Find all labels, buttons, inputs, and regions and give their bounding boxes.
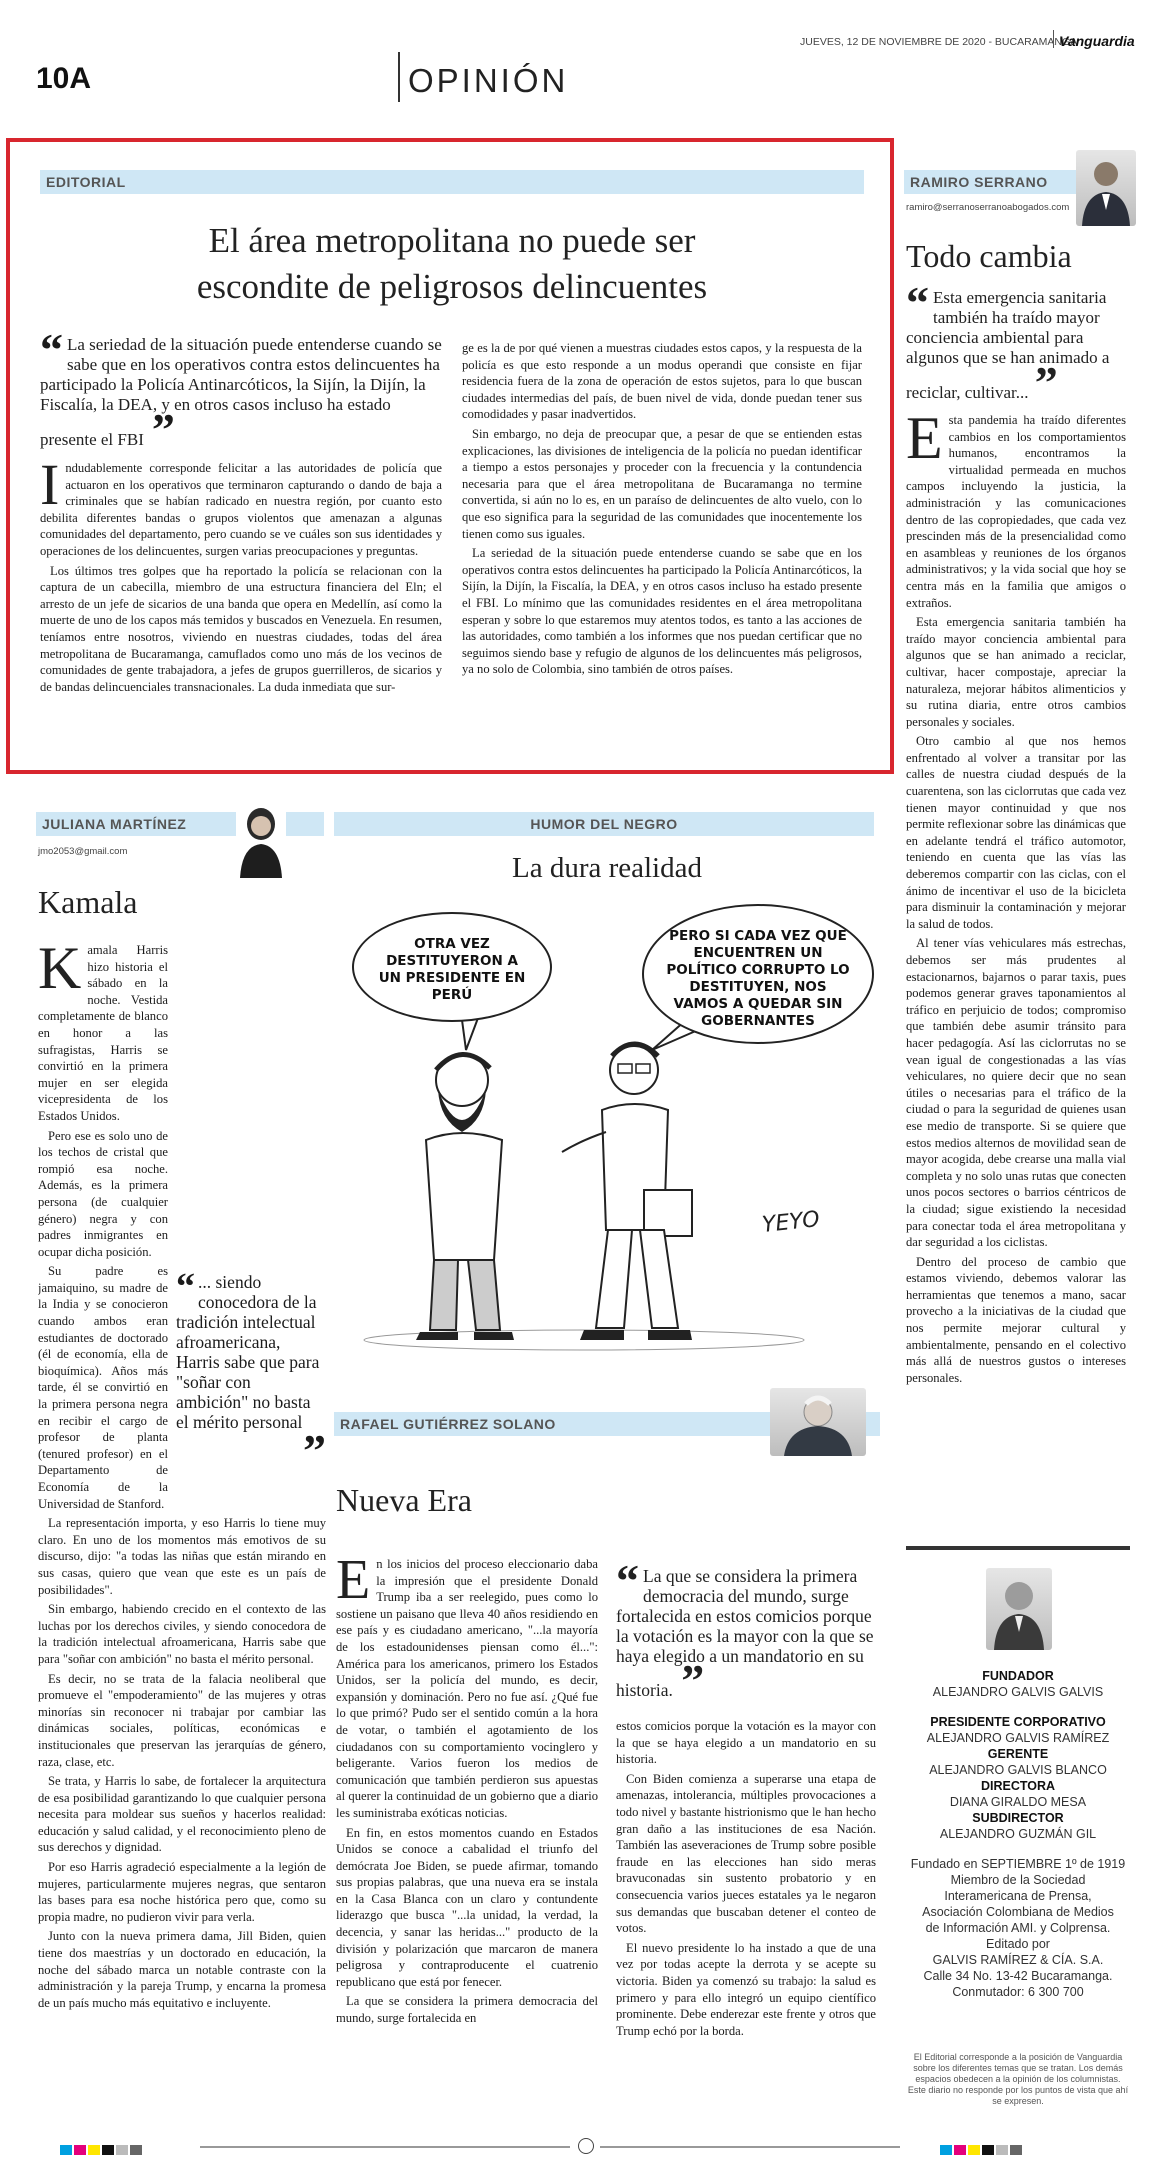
- solano-dropcap: E: [336, 1549, 371, 1611]
- paragraph: estos comicios porque la votación es la mayor con la que se haya elegido a un mandatorio en su historia.: [616, 1719, 876, 1767]
- martinez-email: jmo2053@gmail.com: [38, 846, 128, 857]
- staff-role: DIRECTORA: [980, 1779, 1056, 1793]
- masthead-info-line: Asociación Colombiana de Medios: [922, 1905, 1114, 1919]
- color-registration-bar-left: [60, 2142, 144, 2160]
- speech-bubble-left: OTRA VEZ DESTITUYERON A UN PRESIDENTE EN PERÚ: [352, 912, 552, 1022]
- dateline: JUEVES, 12 DE NOVIEMBRE DE 2020 - BUCARAMANGA: [800, 36, 1078, 48]
- editorial-pull-quote: [40, 324, 444, 455]
- staff-name: ALEJANDRO GALVIS RAMÍREZ: [926, 1731, 1110, 1745]
- serrano-body: [906, 405, 1126, 1389]
- cartoonist-signature: YEYO: [760, 1207, 821, 1238]
- paragraph: Con Biden comienza a superarse una etapa de amenazas, intolerancia, múltiples provocaciones a todo nivel y bastante histrionismo que le han hecho gran daño a las instituciones de esa Nación. También las aseveraciones de Trump sobre posible fraude en las elecciones han sido meras bravuconadas sin sustento probatorio y en consecuencia varios jueces estatales ya le negaron sus demandas que buscaban detener el conteo de votos.: [616, 1771, 876, 1936]
- close-quote-icon: ”: [1034, 357, 1058, 408]
- paragraph: Sin embargo, no deja de preocupar que, a pesar de que se entienden estas explicaciones, las divisiones de inteligencia de la policía no puedan identificar a tiempo a estos personajes y proceder con la frecuencia y la contundencia necesaria para que el área metropolitana de Bucaramanga no termine convertida, si aún no lo es, en un paraíso de delincuentes de alto vuelo, con lo que eso significa para la seguridad de las comunidades que inocentemente los tienen como sus iguales.: [462, 426, 862, 541]
- paragraph: Es decir, no se trata de la falacia neoliberal que promueve el "empoderamiento" de las mujeres y otras minorías sin reconocer ni trabajar por cambiar las dinámicas sociales, políticas, económicas e institucionales que preservan las jerarquías de género, raza, clase, etc.: [38, 1671, 326, 1769]
- section-divider: [398, 52, 400, 102]
- paragraph: sta pandemia ha traído diferentes cambios en los comportamientos humanos, encontramos la virtualidad permeada en muchos campos incluyendo la justicia, la administración y las comunicaciones dentro de las copropiedades, que cada vez prescinden más de la presencialidad como en asambleas y reuniones de los órganos administrativos; y la vida social que hoy se centra más en la familia que amigos o extraños.: [906, 413, 1126, 610]
- close-quote-icon: ”: [151, 404, 175, 455]
- brand-logo: Vanguardia: [1059, 33, 1135, 49]
- staff-role: SUBDIRECTOR: [972, 1811, 1064, 1825]
- section-title: OPINIÓN: [408, 62, 569, 99]
- registration-mark-icon: [578, 2138, 594, 2154]
- founder-portrait: [986, 1568, 1052, 1650]
- open-quote-icon: “: [176, 1266, 195, 1308]
- paragraph: Los últimos tres golpes que ha reportado la policía se relacionan con la captura de un cabecilla, miembro de una estructura financiera del Eln; el arresto de un jefe de sicarios de una banda que opera en Medellín, así como la muerte de uno de los capos más temidos y buscados en Venezuela. En resumen, teníamos entre nosotros, viviendo en nuestras ciudades, todas del área metropolitana de Bucaramanga, camuflados como uno más de los vecinos de comunidades de gente trabajadora, a jefes de grupos guerrilleros, de sicarios y de bandas delincuenciales transnacionales. La duda inmediata que sur-: [40, 563, 442, 694]
- staff-role: GERENTE: [987, 1747, 1049, 1761]
- editorial-dropcap: I: [40, 452, 60, 517]
- paragraph: La que se considera la primera democracia del mundo, surge fortalecida en: [336, 1994, 598, 2026]
- paragraph: ge es la de por qué vienen a muestras ciudades estos capos, y la respuesta de la policía es que esto responde a un modus operandi que consiste en fijar residencia fuera de la zona de operación de estos sujetos, para lo que buscan ciudades intermedias del país, de buen nivel de vida, donde puedan tener sus comodidades y pasar inadvertidos.: [462, 341, 862, 422]
- martinez-kicker: JULIANA MARTÍNEZ: [36, 812, 324, 836]
- author-photo-serrano: [1076, 150, 1136, 226]
- founder-name: ALEJANDRO GALVIS GALVIS: [932, 1685, 1104, 1699]
- masthead-info-line: Fundado en SEPTIEMBRE 1º de 1919: [910, 1857, 1126, 1871]
- martinez-dropcap: K: [38, 942, 82, 1001]
- editorial-headline-line1: El área metropolitana no puede ser: [208, 221, 696, 260]
- humor-kicker: HUMOR DEL NEGRO: [334, 812, 874, 836]
- serrano-pull-quote: [906, 277, 1128, 408]
- speech-bubble-right: PERO SI CADA VEZ QUE ENCUENTREN UN POLÍTICO CORRUPTO LO DESTITUYEN, NOS VAMOS A QUEDAR SIN GOBERNANTES: [642, 904, 874, 1044]
- person-icon: [236, 800, 286, 878]
- color-registration-bar-right: [940, 2142, 1024, 2160]
- paragraph: Su padre es jamaiquino, su madre de la India y se conocieron cuando ambos eran estudiantes de doctorado (él de economía, ella de bioquímica). Años más tarde, él se convirtió en la primera persona negra en recibir el cargo de profesor de planta (tenured profesor) en el Departamento de Economía de la Universidad de Stanford.: [38, 1264, 168, 1511]
- person-icon: [986, 1568, 1052, 1650]
- paragraph: Pero ese es solo uno de los techos de cristal que rompió esa noche. Además, es la primera persona (de cualquier género) negra y con padres inmigrantes en ocupar dicha posición.: [38, 1128, 168, 1259]
- editorial-column-2: [462, 340, 862, 681]
- paragraph: En fin, en estos momentos cuando en Estados Unidos se conoce a cabalidad el triunfo del demócrata Joe Biden, se puede afirmar, tomando sus propias palabras, que una nueva era se instala en la Casa Blanca con un claro y contundente liderazgo que busca "...la unidad, la verdad, la decencia, y sanar las heridas..." producto de la división y polarización que marcaron de manera peligrosa y contraproducente el cuatrenio republicano que está por fenecer.: [336, 1825, 598, 1989]
- paragraph: El nuevo presidente lo ha instado a que de una vez por todas acepte la derrota y se acepte su victoria. Biden ya comenzó su trabajo: la salud es primero y para ello integró un equipo científico prominente. Debe enderezar este frente y otros que Trump echó por la borda.: [616, 1940, 876, 2038]
- masthead-info-line: Calle 34 No. 13-42 Bucaramanga.: [923, 1969, 1113, 1983]
- staff-name: ALEJANDRO GUZMÁN GIL: [939, 1827, 1097, 1841]
- paragraph: La representación importa, y eso Harris lo tiene muy claro. En uno de los momentos más emotivos de su discurso, dijo: "a todas las niñas que están mirando en sus casas, quiero que vean que este es un país de posibilidades".: [38, 1516, 326, 1597]
- serrano-email: ramiro@serranoserranoabogados.com: [906, 202, 1070, 213]
- person-icon: [1076, 150, 1136, 226]
- masthead-info-line: Interamericana de Prensa,: [944, 1889, 1092, 1903]
- author-photo-solano: [770, 1388, 866, 1456]
- header-divider: [1053, 30, 1054, 48]
- close-quote-icon: ”: [303, 1425, 326, 1476]
- paragraph: Por eso Harris agradeció especialmente a la legión de mujeres, particularmente mujeres negras, que sentaron las bases para esa noche histórica pero que, como su propia madre, no pudieron vivir para verla.: [38, 1860, 326, 1924]
- masthead-credits: [906, 1668, 1130, 2000]
- masthead-info-line: Conmutador: 6 300 700: [952, 1985, 1084, 1999]
- page-number: 10A: [36, 62, 92, 95]
- paragraph: Otro cambio al que nos hemos enfrentado al volver a transitar por las calles de nuestra ciudad después de la cuarentena, son las ciclorrutas que cada vez tienen mayor continuidad y que nos permite reflexionar sobre las dinámicas que en adelante tendrá el tráfico automotor, teniendo en cuenta que las vías las deberemos compartir con las ciclas, con el ánimo de incentivar el uso de la bicicleta para disminuir la contaminación y mejorar la salud de todos.: [906, 734, 1126, 931]
- paragraph: Dentro del proceso de cambio que estamos viviendo, debemos valorar las herramientas que tenemos a mano, sacar provecho a la iniciativas de la ciudad que nos permite mejorar cultural y ambientalmente, pensando en el colectivo más allá de nuestros gustos o intereses personales.: [906, 1254, 1126, 1385]
- solano-pull-quote-text: La que se considera la primera democracia del mundo, surge fortalecida en estos comicios porque la votación es la mayor con la que se haya elegido a un mandatorio en su historia.: [616, 1566, 874, 1700]
- paragraph: Sin embargo, habiendo crecido en el contexto de las luchas por los derechos civiles, y siendo conocedora de la tradición intelectual afroamericana, Harris sabe que para "soñar con ambición" no basta el mérito personal.: [38, 1602, 326, 1666]
- staff-role: PRESIDENTE CORPORATIVO: [930, 1715, 1106, 1729]
- martinez-pull-quote-text: ... siendo conocedora de la tradición intelectual afroamericana, Harris sabe que para "soñar con ambición" no basta el mérito personal: [176, 1272, 320, 1432]
- editorial-column-1: [40, 452, 442, 698]
- paragraph: ndudablemente corresponde felicitar a las autoridades de policía que actuaron en los operativos que terminaron capturando o dando de baja a criminales que se habían radicado en nuestra región, por cuanto esto debilita diferentes bandas o grupos violentos que amenazan a algunas comunidades del departamento, pero cuando se ve cuáles son sus identidades y operaciones de los delincuentes, surgen varias preocupaciones y preguntas.: [40, 461, 442, 558]
- paragraph: La seriedad de la situación puede entenderse cuando se sabe que en los operativos contra estos delincuentes ha participado la Policía Antinarcóticos, la Sijín, la Dijín, la Fiscalía, la DEA, y en otros casos incluso ha estado presente el FBI. Lo mínimo que las comunidades residentes en el área metropolitana esperan y sobre lo que estaremos muy atentos todos, es tanto a las acciones de las autoridades, como también a los informes que nos puedan certificar que no seguimos siendo base y refugio de algunos de los delincuentes más peligrosos, ya no solo de Colombia, sino también de otros países.: [462, 546, 862, 677]
- editorial-headline: [40, 218, 864, 310]
- solano-pull-quote: [616, 1555, 876, 1706]
- editorial-kicker: EDITORIAL: [40, 170, 864, 194]
- close-quote-icon: ”: [681, 1655, 705, 1706]
- serrano-pull-quote-text: Esta emergencia sanitaria también ha traído mayor conciencia ambiental para algunos que se han animado a reciclar, cultivar...: [906, 288, 1110, 402]
- footer-rule-left: [200, 2146, 570, 2148]
- masthead-info-line: Editado por: [986, 1937, 1050, 1951]
- cartoon-illustration: [334, 900, 880, 1370]
- open-quote-icon: “: [40, 324, 63, 375]
- masthead-disclaimer: El Editorial corresponde a la posición de Vanguardia sobre los diferentes temas que se tratan. Los demás espacios obedecen a la opinión de los columnistas. Este diario no responde por los puntos de vista que ahí se expresen.: [907, 2052, 1129, 2106]
- masthead-rule: [906, 1546, 1130, 1550]
- author-photo-martinez: [236, 800, 286, 878]
- solano-column-1: [336, 1549, 598, 2030]
- open-quote-icon: “: [616, 1555, 639, 1606]
- masthead-info-line: Miembro de la Sociedad: [950, 1873, 1086, 1887]
- solano-column-2: [616, 1718, 876, 2042]
- martinez-title: Kamala: [38, 884, 138, 920]
- paragraph: n los inicios del proceso eleccionario daba la impresión que el presidente Donald Trump iba a ser reelegido, pues como lo sostiene un paisano que lleva 40 años residiendo en ese país y es ciudadano americano, "...la mayoría de los estadounidenses piensan como él...": América para los americanos, primero los Estados Unidos, ser la policía del mundo, es decir, expansión y dominación. Pero no fue así. ¿Qué fue lo que primó? Pudo ser el sentido común a la hora de votar, o también el agotamiento de los ciudadanos con su comportamiento vocinglero y beligerante. Varios fueron los medios de comunicación que también perdieron sus apuestas al querer la continuidad de un gobierno que a diario les suministraba exóticas noticias.: [336, 1557, 598, 1820]
- paragraph: Se trata, y Harris lo sabe, de fortalecer la arquitectura de esa posibilidad garantizando lo que cualquier persona necesita para moldear sus sueños y hacerlos realidad: educación y salud calidad, y el reconocimiento pleno de sus derechos y dignidad.: [38, 1774, 326, 1855]
- editorial-headline-line2: escondite de peligrosos delincuentes: [196, 267, 708, 306]
- masthead-info-line: de Información AMI. y Colprensa.: [925, 1921, 1111, 1935]
- martinez-body: [38, 942, 326, 2120]
- paragraph: Al tener vías vehiculares más estrechas, debemos ser más prudentes al estacionarnos, bajarnos o parar taxis, pues podemos generar graves taponamientos al tráfico en perjuicio de todos; compromiso que también debe asumir tránsito para hacer pedagogía. Así las ciclorrutas no se vean igual de congestionadas a las vías vehiculares, no quiere decir que no sean útiles o necesarias para el tráfico de la ciudad o para la seguridad de quienes usan ese medio de transporte. Si se quiere que estos medios alternos de movilidad sean de mayor acogida, debe crearse una malla vial completa y no solo unas rutas que conecten unos pocos sectores o barrios céntricos de la ciudad; sigue existiendo la necesidad para conectar toda el área metropolitana y dar seguridad a los ciclistas.: [906, 936, 1126, 1250]
- serrano-kicker: RAMIRO SERRANO: [904, 170, 1130, 194]
- editorial-pull-quote-text: La seriedad de la situación puede entenderse cuando se sabe que en los operativos contra estos delincuentes ha participado la Policía Antinarcóticos, la Sijín, la Dijín, la Fiscalía, la DEA, y en otros casos incluso ha estado presente el FBI: [40, 335, 442, 449]
- serrano-dropcap: E: [906, 405, 943, 471]
- martinez-pull-quote: [176, 1266, 326, 1508]
- staff-name: DIANA GIRALDO MESA: [949, 1795, 1087, 1809]
- solano-title: Nueva Era: [336, 1482, 472, 1518]
- person-icon: [770, 1388, 866, 1456]
- solano-kicker: RAFAEL GUTIÉRREZ SOLANO: [334, 1412, 880, 1436]
- staff-name: ALEJANDRO GALVIS BLANCO: [929, 1763, 1107, 1777]
- founder-role: FUNDADOR: [982, 1669, 1054, 1683]
- footer-rule-right: [600, 2146, 900, 2148]
- paragraph: Junto con la nueva primera dama, Jill Biden, quien tiene dos maestrías y un doctorado en educación, la noche del sábado marca un notable contraste con la administración y la pareja Trump, y encarna la promesa de un país mucho más equitativo e incluyente.: [38, 1929, 326, 2010]
- paragraph: amala Harris hizo historia el sábado en la noche. Vestida completamente de blanco en honor a las sufragistas, Harris se convirtió en la primera mujer en ser elegida vicepresidenta de los Estados Unidos.: [38, 943, 168, 1123]
- open-quote-icon: “: [906, 277, 929, 328]
- masthead-info-line: GALVIS RAMÍREZ & CÍA. S.A.: [932, 1953, 1104, 1967]
- serrano-title: Todo cambia: [906, 238, 1072, 274]
- cartoon-title: La dura realidad: [511, 852, 702, 884]
- paragraph: Esta emergencia sanitaria también ha traído mayor conciencia ambiental para algunos que se han animado a reciclar, cultivar, hacer compostaje, apreciar la naturaleza, mejorar hábitos alimenticios y su rutina diaria, entre otros cambios personales y sociales.: [906, 615, 1126, 729]
